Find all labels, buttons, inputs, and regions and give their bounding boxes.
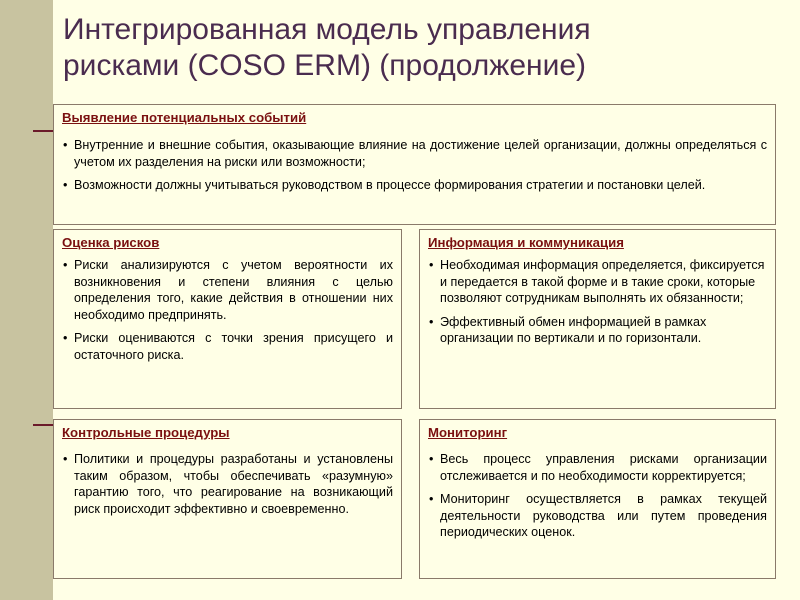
section-events-heading: Выявление потенциальных событий — [62, 110, 307, 125]
section-information — [419, 229, 776, 409]
section-control-heading: Контрольные процедуры — [62, 425, 230, 440]
divider-rule-mid — [33, 424, 55, 426]
slide-title — [63, 12, 783, 84]
section-control — [53, 419, 402, 579]
section-risk-assessment — [53, 229, 402, 409]
section-monitoring-item: • Весь процесс управления рисками организации отслеживается и по необходимости корректируется; — [428, 451, 767, 484]
section-control-item: • Политики и процедуры разработаны и установлены таким образом, чтобы обеспечивать «разумную» гарантию того, что реагирование на возникающий риск происходит эффективно и своевременно. — [62, 451, 393, 517]
section-risk-assessment-item: • Риски анализируются с учетом вероятности их возникновения и степени влияния с целью определения того, какие действия в отношении них необходимо предпринять. — [62, 257, 393, 323]
slide-title-line-1: Интегрированная модель управления — [63, 13, 591, 46]
slide-title-line-2: рисками (COSO ERM) (продолжение) — [63, 49, 587, 82]
section-events — [53, 104, 776, 225]
section-risk-assessment-heading: Оценка рисков — [62, 235, 160, 250]
section-information-item: • Эффективный обмен информацией в рамках организации по вертикали и по горизонтали. — [428, 314, 767, 347]
section-monitoring — [419, 419, 776, 579]
section-information-heading: Информация и коммуникация — [428, 235, 624, 250]
section-risk-assessment-item: • Риски оцениваются с точки зрения присущего и остаточного риска. — [62, 330, 393, 363]
section-monitoring-item: • Мониторинг осуществляется в рамках текущей деятельности руководства или путем проведения периодических оценок. — [428, 491, 767, 541]
section-events-item: • Возможности должны учитываться руководством в процессе формирования стратегии и постановки целей. — [62, 177, 767, 194]
section-information-item: • Необходимая информация определяется, фиксируется и передается в такой форме и в такие сроки, которые позволяют сотрудникам выполнять их обязанности; — [428, 257, 767, 307]
left-decorative-strip — [0, 0, 53, 600]
section-events-item: • Внутренние и внешние события, оказывающие влияние на достижение целей организации, должны определяться с учетом их разделения на риски или возможности; — [62, 137, 767, 170]
section-monitoring-heading: Мониторинг — [428, 425, 508, 440]
